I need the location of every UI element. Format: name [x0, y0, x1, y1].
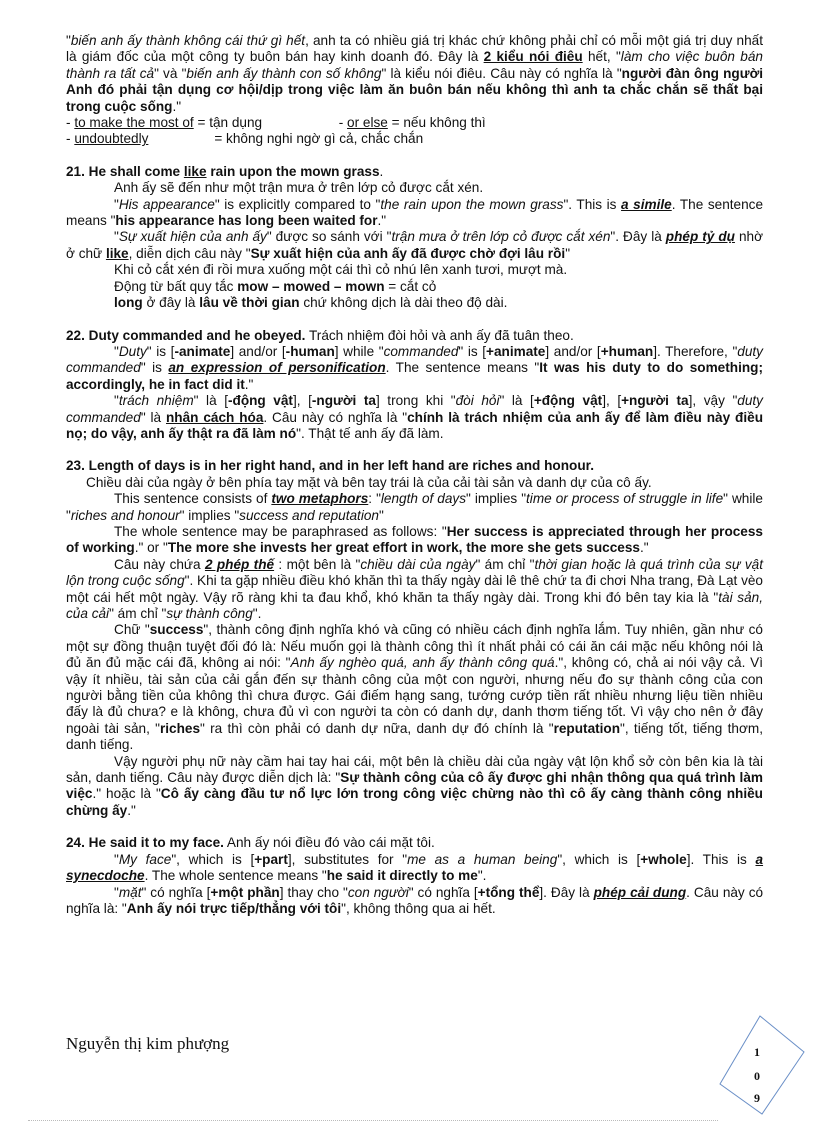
paragraph: Động từ bất quy tắc mow – mowed – mown = cắt cỏ — [114, 278, 437, 294]
paragraph: Câu này chứa 2 phép thế : một bên là "chiều dài của ngày" ám chỉ "thời gian hoặc là quá trình của sự vật lộn trong cuộc sống". Khi ta gặp nhiều điều khó khăn thì ta thấy ngày dài lê thê chứ ta đi chơi Nha trang, Đà Lạt vèo một cái hết một ngày. Vậy rõ ràng khi ta đau khổ, khó khăn ta thấy ngày dài. Trong khi đó bên tay kia là "tài sản, của cải" ám chỉ "sự thành công". — [66, 556, 764, 621]
paragraph: "mặt" có nghĩa [+một phần] thay cho "con người" có nghĩa [+tổng thể]. Đây là phép cải dung. Câu này có nghĩa là: "Anh ấy nói trực tiếp/thẳng với tôi", không thông qua ai hết. — [66, 884, 764, 916]
section-heading: 22. Duty commanded and he obeyed. Trách nhiệm đòi hỏi và anh ấy đã tuân theo. — [66, 327, 574, 343]
paragraph-intro: "biến anh ấy thành không cái thứ gì hết, anh ta có nhiều giá trị khác chứ không phải chỉ có mỗi một giá trị duy nhất là giám đốc của một công ty buôn bán hay kinh doanh đó. Đây là 2 kiểu nói điêu hết, "làm cho việc buôn bán thành ra tất cả" và "biến anh ấy thành con số không" là kiểu nói điêu. Câu này có nghĩa là "người đàn ông người Anh đó phải tận dụng cơ hội/dịp trong việc làm ăn buôn bán nếu không thì anh ta chắc chắn sẽ thất bại trong cuộc sống." — [66, 33, 764, 114]
page-number-digit: 1 — [754, 1045, 760, 1059]
paragraph: Anh ấy sẽ đến như một trận mưa ở trên lớp cỏ được cắt xén. — [114, 180, 484, 196]
diamond-frame-icon — [718, 1012, 808, 1116]
section-heading: 21. He shall come like rain upon the mown grass. — [66, 163, 384, 179]
page-number-badge — [718, 1012, 808, 1116]
author-name: Nguyễn thị kim phượng — [66, 1034, 230, 1053]
paragraph: This sentence consists of two metaphors: "length of days" implies "time or process of struggle in life" while "riches and honour" implies "success and reputation" — [66, 491, 763, 523]
paragraph: "His appearance" is explicitly compared to "the rain upon the mown grass". This is a simile. The sentence means "his appearance has long been waited for." — [66, 196, 764, 229]
paragraph: Chiều dài của ngày ở bên phía tay mặt và bên tay trái là của cải tài sản và danh dự của cô ấy. — [86, 474, 652, 490]
document-body — [66, 33, 763, 917]
paragraph: long ở đây là lâu về thời gian chứ không dịch là dài theo độ dài. — [114, 295, 508, 311]
paragraph: "Duty" is [-animate] and/or [-human] while "commanded" is [+animate] and/or [+human]. Therefore, "duty commanded" is an expression of personification. The sentence means "It was his duty to do something; accordingly, he in fact did it." — [66, 343, 763, 392]
paragraph: "My face", which is [+part], substitutes for "me as a human being", which is [+whole]. This is a synecdoche. The whole sentence means "he said it directly to me". — [66, 851, 764, 884]
vocab-line: - undoubtedly = không nghi ngờ gì cả, chắc chắn — [66, 131, 424, 147]
section-heading: 24. He said it to my face. Anh ấy nói điều đó vào cái mặt tôi. — [66, 835, 435, 851]
vocab-line: - to make the most of = tận dụng - or else = nếu không thì — [66, 115, 486, 131]
paragraph: Khi cỏ cắt xén đi rồi mưa xuống một cái thì cỏ nhú lên xanh tươi, mượt mà. — [114, 262, 568, 278]
paragraph: Vậy người phụ nữ này cầm hai tay hai cái, một bên là chiều dài của ngày vật lộn khổ sở còn bên kia là tài sản, danh tiếng. Câu này được diễn dịch là: "Sự thành công của cô ấy được ghi nhận thông qua quá trình làm việc." hoặc là "Cô ấy càng đầu tư nổ lực lớn trong công việc chừng nào thì cô ấy càng thành công nhiều chừng ấy." — [66, 753, 763, 818]
paragraph: "trách nhiệm" là [-động vật], [-người ta] trong khi "đòi hỏi" là [+động vật], [+người ta], vậy "duty commanded" là nhân cách hóa. Câu này có nghĩa là "chính là trách nhiệm của anh ấy để làm điều này điều nọ; do vậy, anh ấy thật ra đã làm nó". Thật tế anh ấy đã làm. — [66, 393, 763, 441]
page-number-digit: 9 — [754, 1091, 760, 1105]
section-heading: 23. Length of days is in her right hand, and in her left hand are riches and honour. — [66, 458, 594, 474]
paragraph: The whole sentence may be paraphrased as follows: "Her success is appreciated through her process of working." or "The more she invests her great effort in work, the more she gets success." — [66, 523, 763, 556]
page-number-digit: 0 — [754, 1069, 760, 1083]
paragraph: Chữ "success", thành công định nghĩa khó và cũng có nhiều cách định nghĩa lắm. Tuy nhiên, gần như có một sự đồng thuận tuyệt đối đó là: Nếu muốn gọi là thành công thì ít nhất phải có cái ăn cái mặc nếu không nói là đủ ăn đủ mặc cái đã, không ai nói: "Anh ấy nghèo quá, anh ấy thành công quá.", không có, chả ai nói vậy cả. Vì vậy ít nhiều, tài sản của cải gắn đến sự thành công của một con người, nhưng nếu đo sự thành công của con người bằng tiền của không thì chưa được. Gái điếm hạng sang, tướng cướp tiền rất nhiều nhưng liệu tiền nhiều đấy là đủ chưa? e là không, chưa đủ vì con người ta còn có danh dự, danh thơm tiếng tốt. Vì vậy cho nên ở đây ngoài tài sản, "riches" ra thì còn phải có danh dự nữa, danh dự đó chính là "reputation", tiếng tốt, tiếng thơm, danh tiếng. — [66, 622, 763, 753]
paragraph: "Sự xuất hiện của anh ấy" được so sánh với "trận mưa ở trên lớp cỏ được cắt xén". Đây là phép tỷ dụ nhờ ở chữ like, diễn dịch câu này "Sự xuất hiện của anh ấy đã được chờ đợi lâu rồi" — [66, 229, 763, 261]
footer-divider — [28, 1120, 718, 1121]
